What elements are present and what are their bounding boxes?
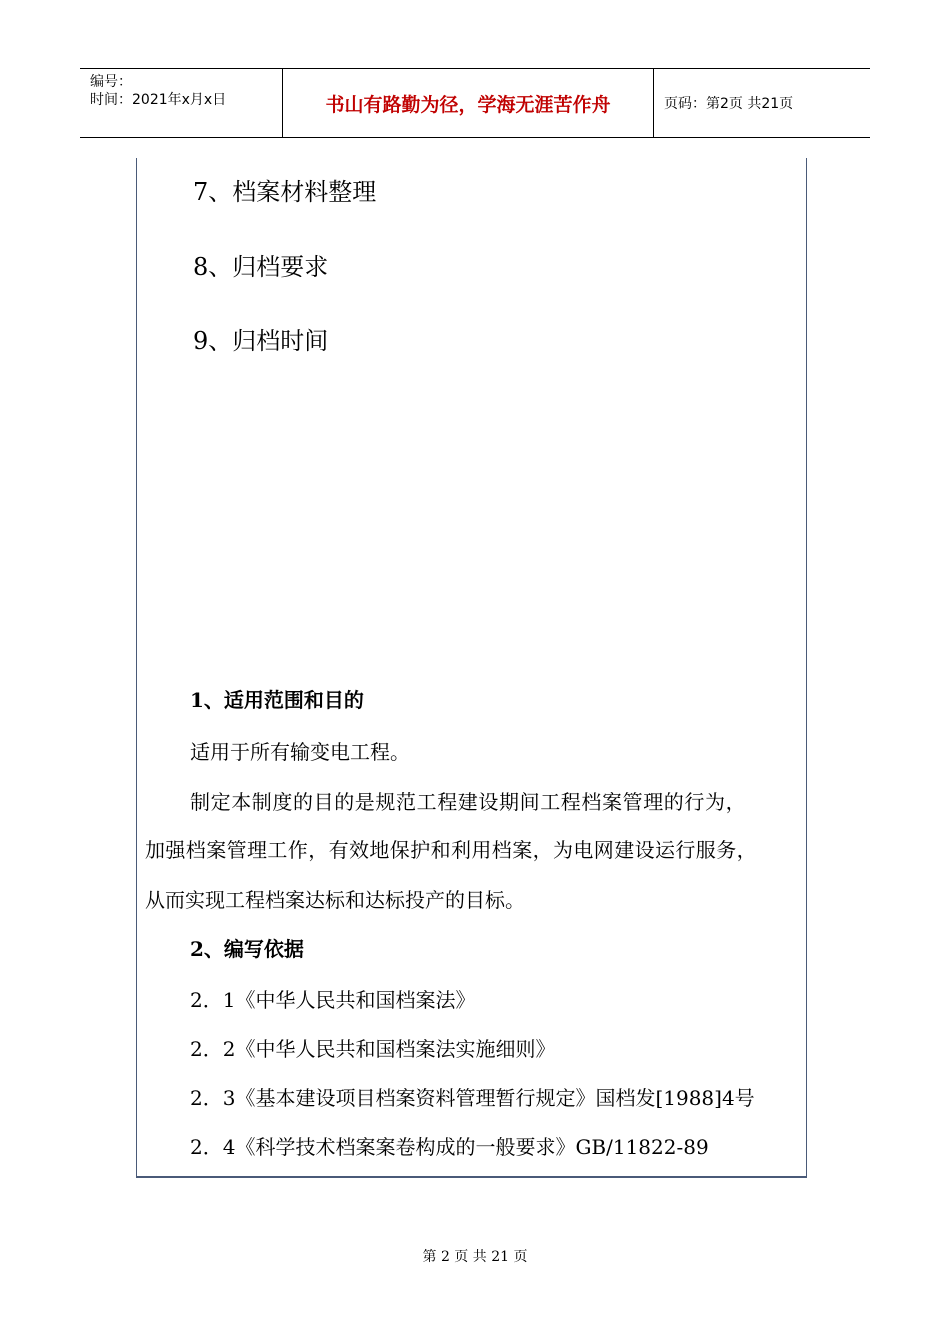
- section-1-paragraph: 加强档案管理工作，有效地保护和利用档案，为电网建设运行服务，: [145, 838, 757, 862]
- section-1-paragraph: 从而实现工程档案达标和达标投产的目标。: [145, 888, 525, 912]
- number-label: 编号：: [90, 74, 132, 90]
- reference-item: 2．2《中华人民共和国档案法实施细则》: [190, 1037, 556, 1061]
- header-motto: 书山有路勤为径，学海无涯苦作舟: [282, 69, 654, 137]
- time-label: 时间：2021年x月x日: [90, 92, 227, 108]
- content-frame: [136, 158, 807, 1178]
- reference-item: 2．3《基本建设项目档案资料管理暂行规定》国档发[1988]4号: [190, 1086, 755, 1110]
- toc-item-9: 9、归档时间: [193, 327, 329, 355]
- header-meta: [80, 69, 282, 137]
- section-2-title: 2、编写依据: [190, 937, 304, 961]
- header-page-info: 页码：第2页 共21页: [664, 96, 794, 112]
- page-header: [80, 68, 870, 138]
- section-1-paragraph: 适用于所有输变电工程。: [190, 740, 410, 764]
- page-footer: 第 2 页 共 21 页: [422, 1249, 528, 1265]
- toc-item-7: 7、档案材料整理: [193, 178, 377, 206]
- section-1-paragraph: 制定本制度的目的是规范工程建设期间工程档案管理的行为，: [190, 790, 747, 814]
- section-1-title: 1、适用范围和目的: [190, 688, 364, 712]
- toc-item-8: 8、归档要求: [193, 253, 329, 281]
- reference-item: 2．4《科学技术档案案卷构成的一般要求》GB/11822-89: [190, 1135, 709, 1159]
- reference-item: 2．1《中华人民共和国档案法》: [190, 988, 476, 1012]
